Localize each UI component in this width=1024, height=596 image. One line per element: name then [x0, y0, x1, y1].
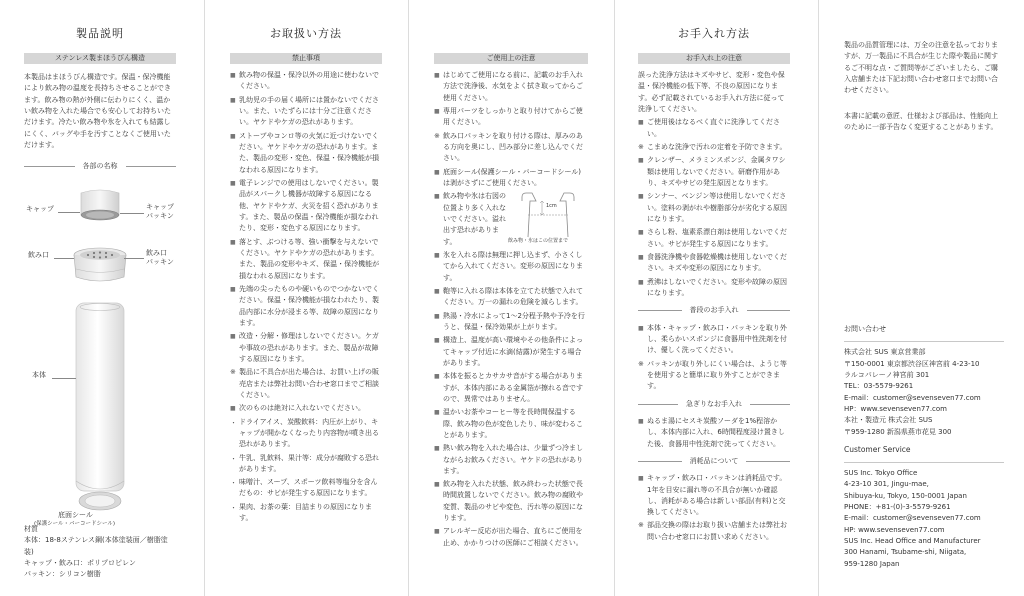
product-description-title: 製品説明 — [76, 27, 124, 40]
list-item: ■ 飲み物を入れた状態、飲み終わった状態で長時間放置しないでください。飲み物の腐敗や変質、製品のサビや変色、汚れ等の原因になります。 — [434, 480, 583, 523]
list-item: ■ アレルギー反応が出た場合、直ちにご使用を止め、かかりつけの医師にご相談ください。 — [434, 527, 583, 547]
contact-title: お問い合わせ — [844, 325, 886, 333]
contact-line: 〒959-1280 新潟県燕市花見 300 — [844, 427, 952, 436]
body-leader-line — [52, 378, 76, 379]
handling-column — [230, 0, 382, 596]
customer-service-line: 959-1280 Japan — [844, 559, 900, 568]
contact-column — [844, 0, 1004, 596]
list-item: ■ 熱湯・冷水によって1〜2分程予熱や予冷を行うと、保温・保冷効果が上がります。 — [434, 311, 585, 331]
list-item: ■ 構造上、温度が高い環境やその他条件によってキャップ付近に水滴(結露)が発生する場合があります。 — [434, 336, 583, 367]
list-item: ■ ぬるま湯にセスキ炭酸ソーダを1%程溶かし、本体内部に入れ、6時間程度浸け置きした後、食器用中性洗剤で洗ってください。 — [638, 416, 785, 448]
list-item: ■ 本体・キャップ・飲み口・パッキンを取り外し、柔らかいスポンジに食器用中性洗剤を付け、優しく洗ってください。 — [638, 323, 787, 355]
spec-notice: 本書に記載の意匠、仕様および部品は、性能向上のために一部予告なく変更することがあります。 — [844, 111, 998, 131]
cap-leader-line — [58, 212, 80, 213]
usage-notes-list — [434, 70, 588, 549]
list-item: ■ 乳幼児の手の届く場所には置かないでください。また、いたずらには十分ご注意ください。ヤケドやケガの恐れがあります。 — [230, 95, 379, 127]
product-description-column — [24, 0, 176, 596]
product-intro: 本製品はまほうびん構造です。保温・保冷機能により飲み物の温度を長持ちさせることができます。飲み物の熱が外側に伝わりにくく、温かい飲み物を入れた場合でも安心してお持ちいただけます。冷たい飲み物や氷を入れても結露しにくく、バッグや手を汚すことなくご使用いただけます。 — [24, 73, 171, 149]
parts-diagram — [24, 181, 176, 531]
fold-line — [818, 0, 819, 596]
list-item: ■ 底面シール(保護シール・バーコードシール)は剥がさずにご使用ください。 — [434, 167, 582, 187]
customer-service-line: SUS Inc. Tokyo Office — [844, 469, 918, 478]
customer-service-line: Shibuya-ku, Tokyo, 150-0001 Japan — [844, 491, 967, 500]
list-item: ■ 食器洗浄機や食器乾燥機は使用しないでください。キズや変形の原因になります。 — [638, 252, 787, 273]
materials-line: 本体：18-8ステンレス鋼(本体塗装面／樹脂塗装) — [24, 536, 168, 556]
customer-service-line: PHONE：+81-(0)-3-5579-9261 — [844, 503, 951, 512]
list-item: ■ 改造・分解・修理はしないでください。ケガや事故の恐れがあります。また、製品が故障する原因になります。 — [230, 332, 379, 363]
list-item: ■ シンナー、ベンジン等は使用しないでください。塗料の剥がれや樹脂部分が劣化する原因になります。 — [638, 192, 787, 223]
care-column — [638, 0, 790, 596]
mouth-packing-label: 飲み口 パッキン — [146, 248, 174, 267]
materials-line: パッキン：シリコン樹脂 — [24, 570, 101, 579]
list-item: ■ さらし粉、塩素系漂白剤は使用しないでください。サビが発生する原因になります。 — [638, 228, 787, 248]
fold-line — [408, 0, 409, 596]
body-label: 本体 — [32, 370, 46, 379]
list-note: ※ 部品交換の際はお取り扱い店舗または弊社お問い合わせ窓口にお買い求めください。 — [638, 521, 787, 541]
divider — [844, 341, 1004, 342]
divider — [844, 462, 1004, 463]
mouth-leader-line — [54, 258, 74, 259]
materials-section — [24, 518, 176, 581]
contact-line: E-mail：customer@sevenseven77.com — [844, 393, 981, 402]
list-item: ■ 先端の尖ったものや硬いものでつかないでください。保温・保冷機能が損なわれたり、製品内部に水分が浸まる等、故障の原因になります。 — [230, 284, 379, 327]
list-item: ■ 落とす、ぶつける等、強い衝撃を与えないでください。ヤケドやケガの恐れがあります。また、製品の変形やキズ、保温・保冷機能が損なわれる原因になります。 — [230, 237, 380, 280]
list-item: ■ 熱い飲み物を入れた場合は、少量ずつ冷ましながらお飲みください。ヤケドの恐れがあります。 — [434, 444, 583, 475]
contact-line: 株式会社 SUS 東京営業部 — [844, 348, 926, 357]
contact-section — [844, 324, 1004, 570]
list-note: ※ パッキンが取り外しにくい場合は、ようじ等を使用すると簡単に取り外すことができます。 — [638, 359, 787, 391]
list-item: ■ 煮沸はしないでください。変形や故障の原因になります。 — [638, 277, 787, 297]
fold-line — [614, 0, 615, 596]
customer-service-line: HP: www.sevenseven77.com — [844, 525, 945, 534]
list-item: ■ 専用パーツをしっかりと取り付けてからご使用ください。 — [434, 106, 583, 127]
urgent-care-heading: 急ぎりなお手入れ — [638, 399, 790, 410]
contact-line: ラルコパレーノ神宮前 301 — [844, 370, 930, 379]
fold-line — [204, 0, 205, 596]
usage-notes-bar: ご使用上の注意 — [434, 53, 588, 64]
usage-notes-column — [434, 0, 588, 596]
sub-item: ・ 味噌汁、スープ、スポーツ飲料等塩分を含んだもの：サビが発生する原因になります。 — [230, 478, 378, 498]
materials-line: キャップ・飲み口：ポリプロピレン — [24, 558, 136, 567]
prohibited-bar: 禁止事項 — [230, 53, 382, 64]
list-item: ■ 鞄等に入れる際は本体を立てた状態で入れてください。万一の漏れの危険を減らします。 — [434, 286, 583, 307]
consumables-heading: 消耗品について — [638, 456, 790, 467]
structure-bar: ステンレス製まほうびん構造 — [24, 53, 176, 64]
list-note: ※ 製品に不具合が出た場合は、お買い上げの販売店または弊社お問い合わせ窓口までご相談ください。 — [230, 368, 379, 399]
quality-text: 製品の品質管理には、万全の注意を払っておりますが、万一製品に不具合が生じた際や製品に関するご不明な点・ご質問等がございましたら、ご購入店舗または下記お問い合わせ窓口までお問い合わせください。 — [844, 41, 998, 95]
list-note: ※ 飲み口パッキンを取り付ける際は、厚みのある方向を奥にし、凹み部分に差し込んでください。 — [434, 131, 583, 163]
contact-line: 本社・製造元 株式会社 SUS — [844, 416, 933, 425]
bottom-seal-label: 底面シール — [58, 510, 93, 519]
materials-title: 材質 — [24, 525, 38, 533]
fill-level-figure — [508, 191, 588, 247]
list-item: ■ 飲み物や氷は右図の位置より多く入れないでください。溢れ出す恐れがあります。 — [434, 192, 506, 246]
sub-item: ・ 果肉、お茶の葉：目詰まりの原因になります。 — [230, 502, 372, 523]
list-item: ■ 次のものは絶対に入れないでください。 — [230, 404, 365, 413]
sub-item: ・ ドライアイス、炭酸飲料：内圧が上がり、キャップが開かなくなったり内容物が噴き出る恐れがあります。 — [230, 417, 379, 449]
prohibited-list — [230, 70, 382, 524]
care-title: お手入れ方法 — [678, 27, 750, 40]
mouth-label: 飲み口 — [28, 250, 49, 259]
fill-level-dimension: 1cm — [546, 203, 557, 210]
list-item: ■ 飲み物の保温・保冷以外の用途に使わないでください。 — [230, 71, 379, 91]
parts-heading: 各部の名称 — [24, 161, 176, 172]
list-item: ■ 氷を入れる際は無理に押し込まず、小さくしてから入れてください。変形の原因になります。 — [434, 250, 583, 282]
fill-level-block — [434, 191, 588, 248]
contact-line: 〒150-0001 東京都渋谷区神宮前 4-23-10 — [844, 359, 980, 368]
fill-level-illustration — [508, 191, 588, 237]
care-notes-bar: お手入れ上の注意 — [638, 53, 790, 64]
daily-care-heading: 普段のお手入れ — [638, 305, 790, 316]
fill-level-caption: 飲み物・氷はこの位置まで — [508, 238, 569, 245]
customer-service-line: SUS Inc. Head Office and Manufacturer — [844, 537, 981, 546]
cap-packing-leader-line — [120, 213, 144, 214]
cap-packing-label: キャップ パッキン — [146, 202, 174, 221]
bottle-parts-illustration — [24, 181, 176, 531]
customer-service-line: E-mail：customer@sevenseven77.com — [844, 514, 981, 523]
customer-service-line: 300 Hanami, Tsubame-shi, Niigata, — [844, 548, 967, 557]
care-intro: 誤った洗浄方法はキズやサビ、変形・変色や保温・保冷機能の低下等、不良の原因になります。必ず記載されているお手入れ方法に従って洗浄してください。 — [638, 71, 785, 113]
list-item: ■ 温かいお茶やコーヒー等を長時間保温する際、飲み物の色が変色したり、味が変わることがあります。 — [434, 408, 583, 439]
cap-label: キャップ — [26, 204, 54, 213]
contact-line: TEL：03-5579-9261 — [844, 382, 914, 391]
bottom-seal-note: (保護シール・バーコードシール) — [34, 520, 116, 527]
customer-service-line: 4-23-10 301, Jingu-mae, — [844, 480, 929, 489]
mouth-packing-leader-line — [124, 258, 144, 259]
list-note: ※ こまめな洗浄で汚れの定着を予防できます。 — [638, 142, 787, 151]
handling-title: お取扱い方法 — [270, 27, 342, 40]
list-item: ■ クレンザー、メラミンスポンジ、金属タワシ類は使用しないでください。研磨作用があり、キズやサビの発生原因となります。 — [638, 156, 786, 187]
list-item: ■ 電子レンジでの使用はしないでください。製品がスパークし機器が故障する原因になる他、ヤケドやケガ、火災を招く恐れがあります。また、製品の保温・保冷機能が損なわれたり、変形・変色する原因になります。 — [230, 178, 379, 233]
sub-item: ・ 牛乳、乳飲料、果汁等：成分が腐敗する恐れがあります。 — [230, 453, 379, 473]
list-item: ■ はじめてご使用になる前に、記載のお手入れ方法で洗浄後、水気をよく拭き取ってからご使用ください。 — [434, 71, 583, 102]
care-list — [638, 117, 790, 299]
customer-service-title: Customer Service — [844, 444, 911, 454]
contact-line: HP：www.sevenseven77.com — [844, 404, 948, 413]
list-item: ■ キャップ・飲み口・パッキンは消耗品です。1年を目安に漏れ等の不具合が無いか確認し、消耗がある場合は新しい部品(有料)と交換してください。 — [638, 474, 787, 517]
list-item: ■ ご使用後はなるべく直ぐに洗浄してください。 — [638, 118, 780, 138]
list-item: ■ 本体を振るとカサカサ音がする場合がありますが、本体内部にある金属箔が擦れる音ですので、異常ではありません。 — [434, 372, 583, 403]
list-item: ■ ストーブやコンロ等の火気に近づけないでください。ヤケドやケガの恐れがあります。また、製品の変形・変色、保温・保冷機能が損なわれる原因になります。 — [230, 131, 379, 174]
